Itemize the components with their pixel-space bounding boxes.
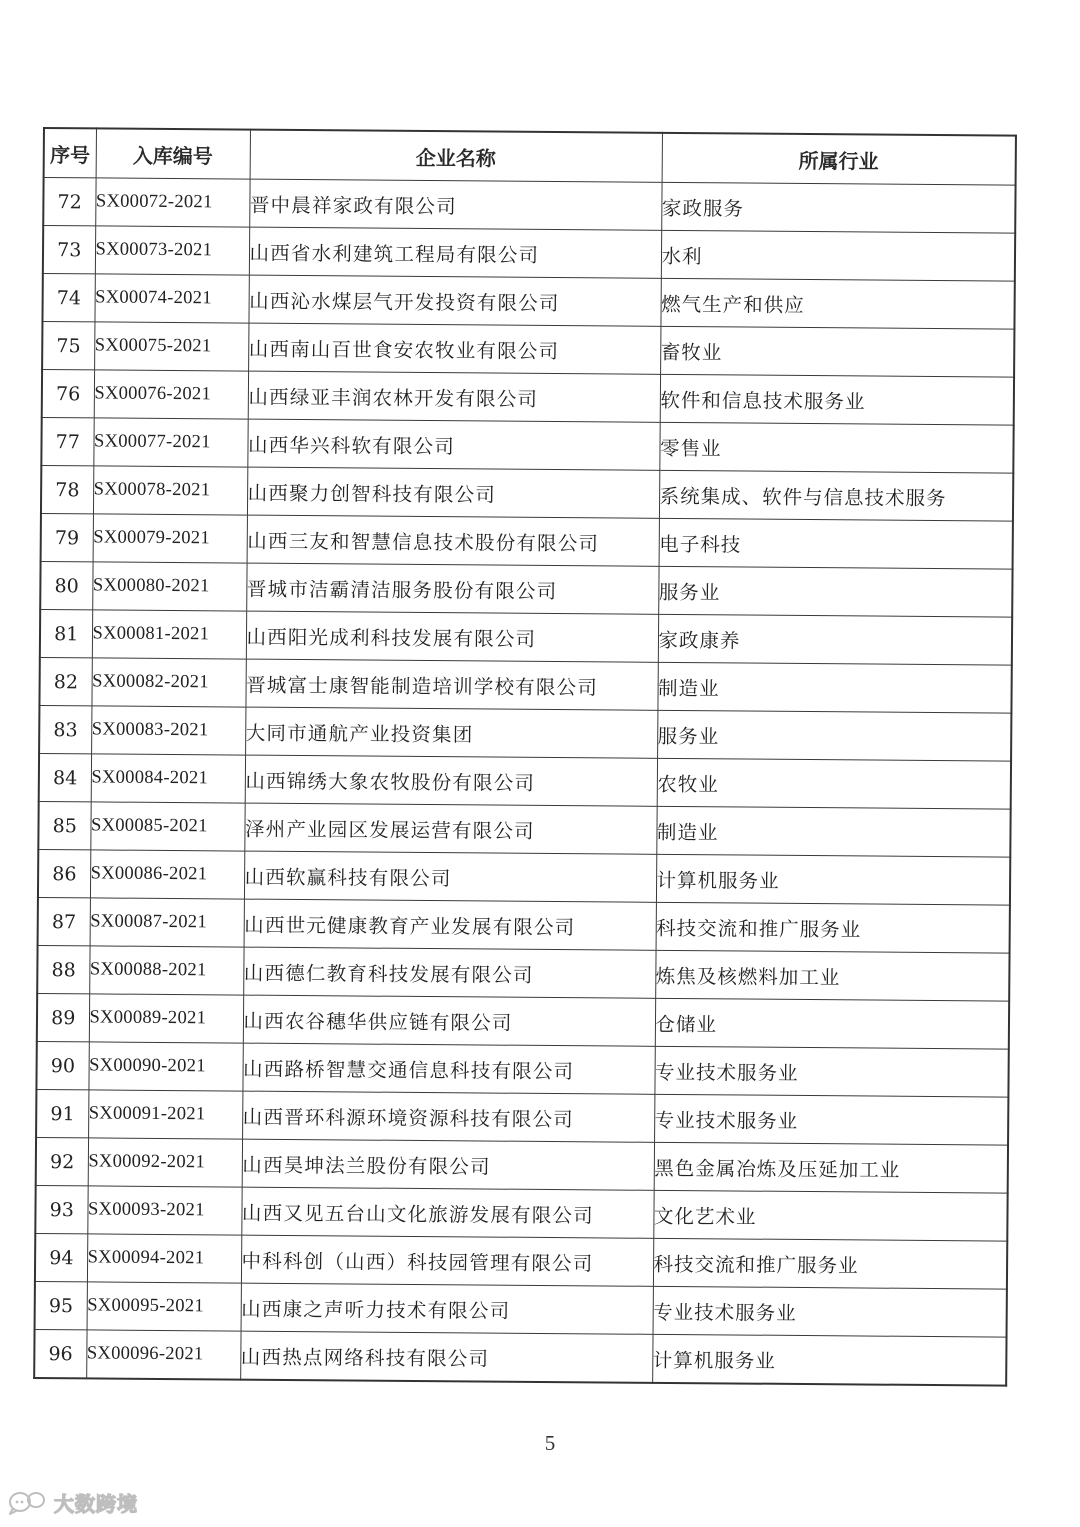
cell-company-name: 山西昊坤法兰股份有限公司 bbox=[242, 1139, 654, 1190]
header-name: 企业名称 bbox=[250, 130, 662, 183]
cell-registration-code: SX00089-2021 bbox=[89, 994, 243, 1043]
cell-serial-number: 91 bbox=[36, 1089, 88, 1137]
cell-industry: 专业技术服务业 bbox=[654, 1094, 1008, 1145]
cell-registration-code: SX00083-2021 bbox=[91, 706, 245, 755]
cell-company-name: 山西农谷穗华供应链有限公司 bbox=[243, 995, 655, 1046]
cell-registration-code: SX00079-2021 bbox=[93, 514, 247, 563]
cell-serial-number: 86 bbox=[38, 849, 90, 897]
cell-registration-code: SX00096-2021 bbox=[86, 1330, 240, 1380]
cell-registration-code: SX00090-2021 bbox=[88, 1042, 242, 1091]
table-row bbox=[36, 1137, 1008, 1193]
cell-company-name: 山西三友和智慧信息技术股份有限公司 bbox=[247, 515, 659, 566]
cell-industry: 制造业 bbox=[657, 662, 1011, 713]
table-row bbox=[39, 657, 1011, 713]
cell-industry: 系统集成、软件与信息技术服务 bbox=[659, 470, 1013, 521]
table-row bbox=[41, 465, 1013, 521]
cell-industry: 软件和信息技术服务业 bbox=[660, 374, 1014, 425]
cell-company-name: 山西绿亚丰润农林开发有限公司 bbox=[248, 371, 660, 422]
cell-industry: 专业技术服务业 bbox=[653, 1286, 1007, 1337]
watermark-text: 大数跨境 bbox=[54, 1492, 138, 1516]
chat-bubble-icon bbox=[8, 1490, 50, 1516]
header-no: 序号 bbox=[44, 128, 96, 178]
cell-industry: 服务业 bbox=[657, 710, 1011, 761]
cell-serial-number: 84 bbox=[39, 753, 91, 801]
table-row bbox=[40, 609, 1012, 665]
page-number: 5 bbox=[544, 1431, 556, 1455]
cell-company-name: 山西锦绣大象农牧股份有限公司 bbox=[245, 755, 657, 806]
cell-registration-code: SX00091-2021 bbox=[88, 1090, 242, 1139]
cell-serial-number: 76 bbox=[42, 370, 94, 418]
cell-serial-number: 77 bbox=[41, 417, 93, 465]
cell-registration-code: SX00073-2021 bbox=[95, 226, 249, 275]
cell-company-name: 山西软赢科技有限公司 bbox=[244, 851, 656, 902]
table-row bbox=[40, 561, 1012, 617]
cell-industry: 电子科技 bbox=[659, 518, 1013, 569]
cell-company-name: 山西世元健康教育产业发展有限公司 bbox=[244, 899, 656, 950]
table-row bbox=[39, 753, 1011, 809]
cell-registration-code: SX00087-2021 bbox=[90, 898, 244, 947]
cell-company-name: 山西路桥智慧交通信息科技有限公司 bbox=[242, 1043, 654, 1094]
cell-industry: 家政服务 bbox=[661, 182, 1015, 233]
cell-industry: 科技交流和推广服务业 bbox=[653, 1238, 1007, 1289]
cell-company-name: 山西晋环科源环境资源科技有限公司 bbox=[242, 1091, 654, 1142]
cell-serial-number: 79 bbox=[41, 513, 93, 561]
cell-serial-number: 89 bbox=[37, 993, 89, 1041]
cell-registration-code: SX00084-2021 bbox=[91, 754, 245, 803]
table-row bbox=[42, 274, 1014, 330]
table-row bbox=[35, 1233, 1007, 1289]
enterprise-table bbox=[33, 127, 1017, 1387]
cell-industry: 燃气生产和供应 bbox=[660, 278, 1014, 329]
cell-registration-code: SX00078-2021 bbox=[93, 466, 247, 515]
cell-registration-code: SX00092-2021 bbox=[88, 1138, 242, 1187]
cell-industry: 仓储业 bbox=[655, 998, 1009, 1049]
table-header-row bbox=[44, 128, 1016, 185]
cell-serial-number: 78 bbox=[41, 465, 93, 513]
cell-serial-number: 94 bbox=[35, 1233, 87, 1281]
cell-industry: 文化艺术业 bbox=[653, 1190, 1007, 1241]
cell-serial-number: 83 bbox=[39, 705, 91, 753]
cell-serial-number: 85 bbox=[38, 801, 90, 849]
cell-serial-number: 90 bbox=[36, 1041, 88, 1089]
cell-company-name: 晋城市洁霸清洁服务股份有限公司 bbox=[246, 563, 658, 614]
table-row bbox=[38, 849, 1010, 905]
header-industry: 所属行业 bbox=[662, 133, 1016, 185]
watermark bbox=[8, 1488, 138, 1517]
cell-registration-code: SX00072-2021 bbox=[95, 178, 249, 227]
table-row bbox=[35, 1185, 1007, 1241]
cell-industry: 制造业 bbox=[656, 806, 1010, 857]
cell-registration-code: SX00080-2021 bbox=[92, 562, 246, 611]
cell-registration-code: SX00076-2021 bbox=[94, 370, 248, 419]
table-row bbox=[41, 513, 1013, 569]
cell-company-name: 晋城富士康智能制造培训学校有限公司 bbox=[245, 659, 657, 710]
cell-company-name: 山西南山百世食安农牧业有限公司 bbox=[248, 323, 660, 374]
cell-company-name: 大同市通航产业投资集团 bbox=[245, 707, 657, 758]
table-row bbox=[41, 417, 1013, 473]
table-row bbox=[36, 1041, 1008, 1097]
table-row bbox=[37, 945, 1009, 1001]
cell-registration-code: SX00094-2021 bbox=[87, 1234, 241, 1283]
table-row bbox=[42, 322, 1014, 378]
table-row bbox=[36, 1089, 1008, 1145]
cell-registration-code: SX00088-2021 bbox=[89, 946, 243, 995]
cell-registration-code: SX00082-2021 bbox=[91, 658, 245, 707]
cell-industry: 专业技术服务业 bbox=[654, 1046, 1008, 1097]
cell-company-name: 山西又见五台山文化旅游发展有限公司 bbox=[241, 1187, 653, 1238]
cell-registration-code: SX00077-2021 bbox=[93, 418, 247, 467]
table-row bbox=[39, 705, 1011, 761]
cell-serial-number: 96 bbox=[34, 1329, 86, 1378]
header-code: 入库编号 bbox=[96, 128, 250, 179]
cell-serial-number: 95 bbox=[35, 1281, 87, 1329]
cell-company-name: 中科科创（山西）科技园管理有限公司 bbox=[241, 1235, 653, 1286]
cell-industry: 农牧业 bbox=[657, 758, 1011, 809]
cell-company-name: 山西阳光成利科技发展有限公司 bbox=[246, 611, 658, 662]
table-row bbox=[43, 178, 1015, 234]
cell-company-name: 山西沁水煤层气开发投资有限公司 bbox=[248, 275, 660, 326]
cell-serial-number: 73 bbox=[43, 226, 95, 274]
cell-serial-number: 81 bbox=[40, 609, 92, 657]
cell-registration-code: SX00074-2021 bbox=[94, 274, 248, 323]
cell-registration-code: SX00085-2021 bbox=[90, 802, 244, 851]
cell-industry: 炼焦及核燃料加工业 bbox=[655, 950, 1009, 1001]
cell-company-name: 山西华兴科软有限公司 bbox=[247, 419, 659, 470]
cell-serial-number: 92 bbox=[36, 1137, 88, 1185]
cell-serial-number: 75 bbox=[42, 322, 94, 370]
table-row bbox=[35, 1281, 1007, 1337]
cell-serial-number: 74 bbox=[42, 274, 94, 322]
cell-registration-code: SX00093-2021 bbox=[87, 1186, 241, 1235]
cell-company-name: 山西德仁教育科技发展有限公司 bbox=[243, 947, 655, 998]
cell-serial-number: 93 bbox=[35, 1185, 87, 1233]
table-row bbox=[42, 370, 1014, 426]
cell-industry: 科技交流和推广服务业 bbox=[656, 902, 1010, 953]
cell-serial-number: 80 bbox=[40, 561, 92, 609]
cell-serial-number: 72 bbox=[43, 178, 95, 226]
cell-registration-code: SX00086-2021 bbox=[90, 850, 244, 899]
cell-industry: 计算机服务业 bbox=[656, 854, 1010, 905]
cell-serial-number: 82 bbox=[39, 657, 91, 705]
cell-serial-number: 88 bbox=[37, 945, 89, 993]
cell-industry: 水利 bbox=[661, 230, 1015, 281]
cell-company-name: 山西省水利建筑工程局有限公司 bbox=[249, 227, 661, 278]
cell-company-name: 山西康之声听力技术有限公司 bbox=[241, 1283, 653, 1334]
cell-serial-number: 87 bbox=[38, 897, 90, 945]
cell-industry: 服务业 bbox=[658, 566, 1012, 617]
cell-company-name: 山西热点网络科技有限公司 bbox=[240, 1331, 652, 1383]
cell-industry: 畜牧业 bbox=[660, 326, 1014, 377]
cell-company-name: 晋中晨祥家政有限公司 bbox=[249, 179, 661, 230]
cell-industry: 零售业 bbox=[659, 422, 1013, 473]
cell-registration-code: SX00075-2021 bbox=[94, 322, 248, 371]
cell-company-name: 山西聚力创智科技有限公司 bbox=[247, 467, 659, 518]
cell-registration-code: SX00081-2021 bbox=[92, 610, 246, 659]
table-row bbox=[34, 1329, 1006, 1385]
table-row bbox=[38, 801, 1010, 857]
cell-industry: 黑色金属冶炼及压延加工业 bbox=[654, 1142, 1008, 1193]
cell-industry: 家政康养 bbox=[658, 614, 1012, 665]
table-row bbox=[38, 897, 1010, 953]
table-row bbox=[43, 226, 1015, 282]
table-row bbox=[37, 993, 1009, 1049]
table-body bbox=[34, 178, 1015, 1386]
cell-company-name: 泽州产业园区发展运营有限公司 bbox=[244, 803, 656, 854]
cell-registration-code: SX00095-2021 bbox=[87, 1282, 241, 1331]
cell-industry: 计算机服务业 bbox=[652, 1334, 1006, 1385]
